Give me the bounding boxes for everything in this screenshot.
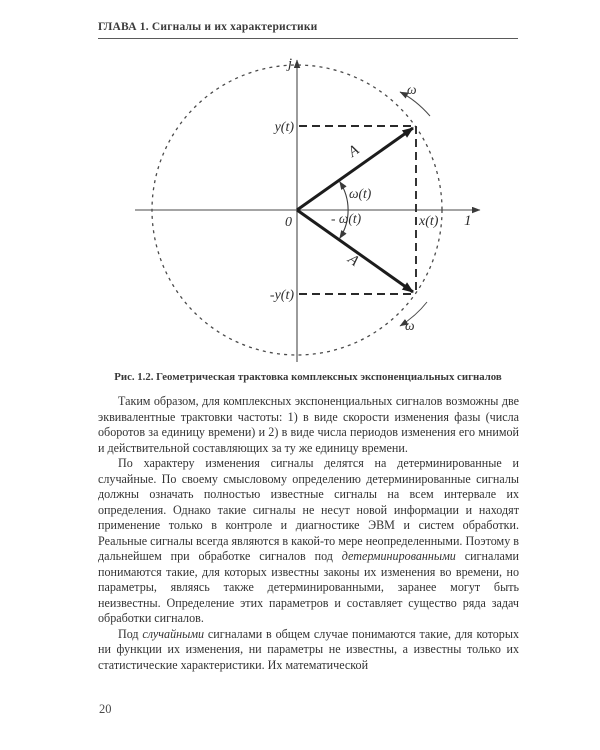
origin-label: 0	[285, 215, 292, 230]
amplitude-lower-label: A	[344, 251, 362, 270]
phase-upper-label: ω(t)	[349, 186, 372, 201]
text-run: Под	[118, 626, 143, 641]
text-run: По характеру изменения сигналы делятся на детерминированные и случайные. По своему смысловому определению детерминированные сигналы должны означать полностью известные сигналы на всем интервале их определения. Однако такие сигналы не несут новой информации и находят применение только в контроле и диагностике ЭВМ и систем обработки. Реальные сигналы всегда являются в какой-то мере неопределенными. Поэтому в дальнейшем при обработке сигналов под	[98, 456, 519, 563]
running-head: ГЛАВА 1. Сигналы и их характеристики	[98, 21, 518, 39]
figure-caption: Рис. 1.2. Геометрическая трактовка комплексных экспоненциальных сигналов	[114, 371, 502, 383]
text-run: Таким образом, для комплексных экспоненциальных сигналов возможны две эквивалентные трактовки частоты: 1) в виде скорости изменения фазы (числа оборотов за единицу времени) и 2) в виде числа периодов изменения его мнимой и действительной составляющих за ту же единицу времени.	[98, 394, 519, 455]
proj-imag-neg-label: -y(t)	[269, 288, 294, 303]
omega-bottom-label: ω	[405, 318, 415, 333]
paragraph	[98, 394, 519, 456]
amplitude-upper-label: A	[345, 142, 363, 161]
emphasized-text: случайными	[142, 626, 205, 641]
phase-lower-label: - ω(t)	[331, 211, 362, 226]
emphasized-text: детерминированными	[341, 549, 456, 563]
imag-axis-label: j	[287, 56, 292, 72]
paragraph	[98, 456, 519, 627]
page-number: 20	[99, 702, 112, 716]
body-text	[98, 394, 519, 673]
text-run: сигналами понимаются такие, для которых известны законы их изменения во времени, но параметры, являясь также детерминированными, заранее могут быть неизвестны. Определение этих параметров и составляет существо ряда задач обработки сигналов.	[98, 549, 519, 625]
proj-real-label: x(t)	[419, 214, 439, 229]
figure-canvas	[128, 52, 498, 368]
omega-top-label: ω	[407, 82, 417, 97]
paragraph	[98, 627, 519, 674]
text-run: сигналами в общем случае понимаются такие, для которых ни функции их изменения, ни параметры не известны, а известны только их статистические характеристики. Их математической	[98, 626, 519, 672]
proj-imag-label: y(t)	[274, 120, 294, 135]
real-axis-label: 1	[464, 213, 472, 229]
figure-complex-exponential	[128, 52, 498, 368]
